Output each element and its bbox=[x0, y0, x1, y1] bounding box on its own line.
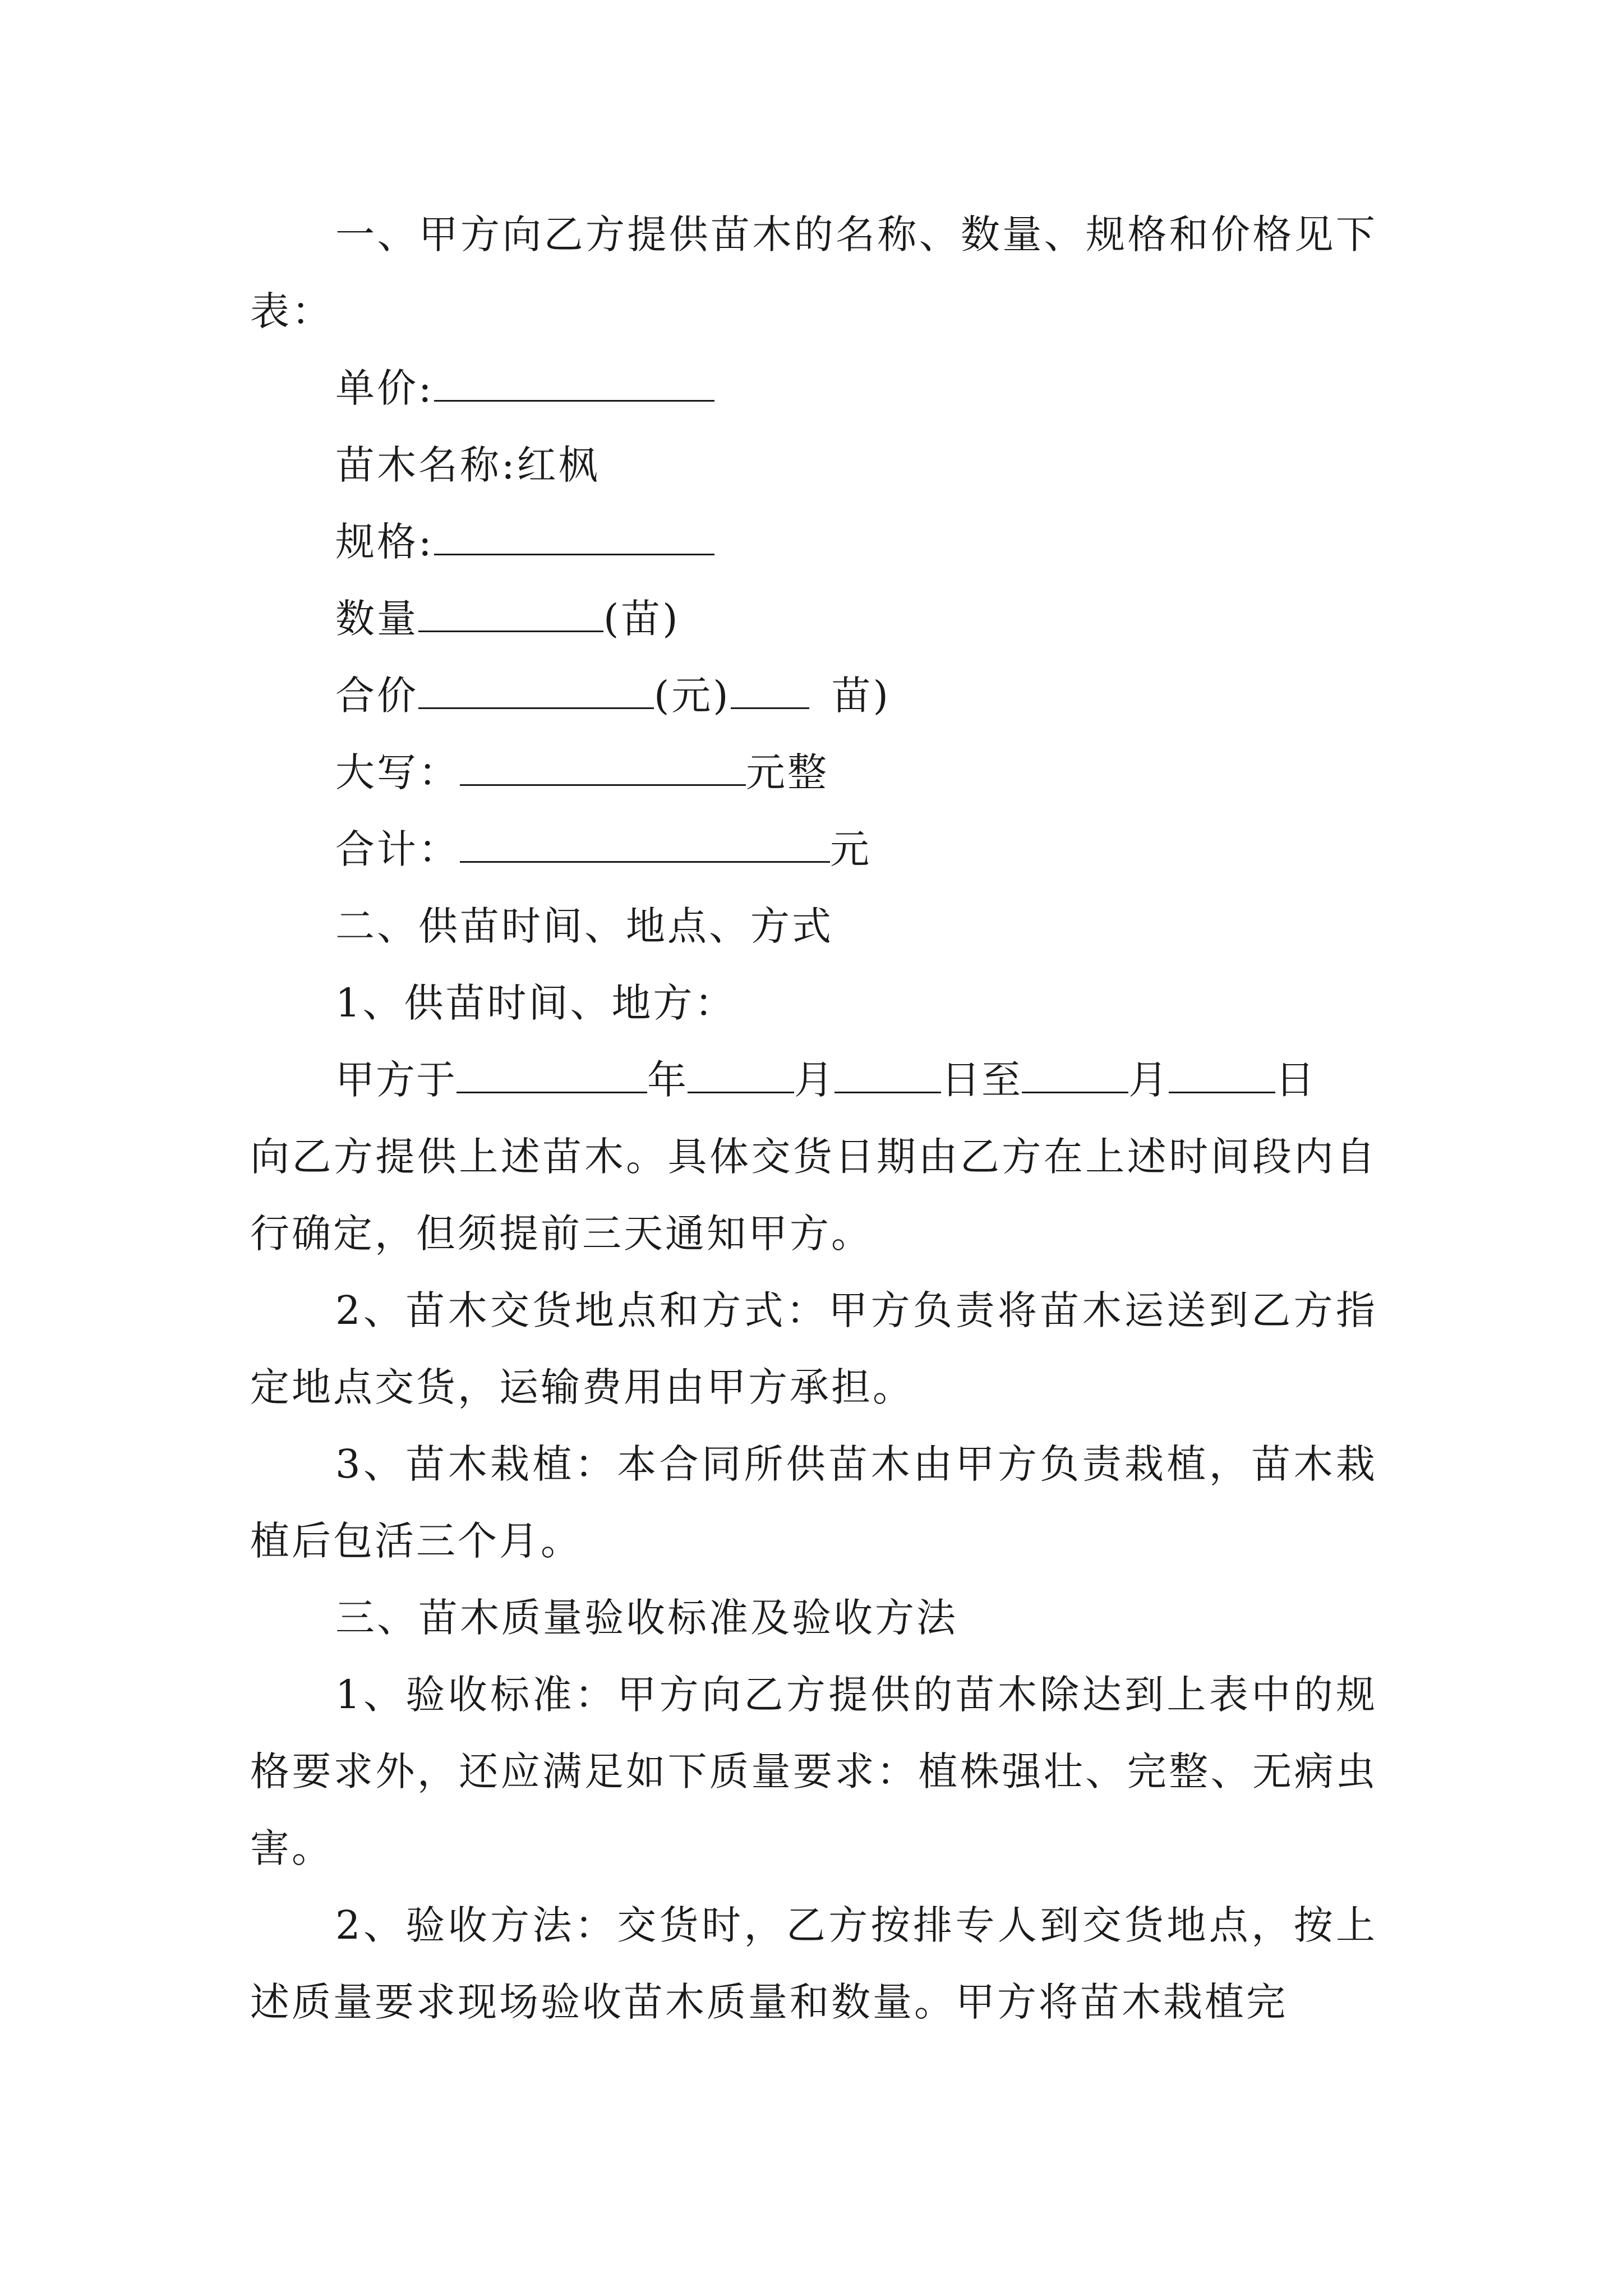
day2-blank bbox=[1169, 1058, 1275, 1093]
day1-blank bbox=[834, 1058, 941, 1093]
day-end-label: 日 bbox=[1275, 1057, 1316, 1103]
month1-blank bbox=[688, 1058, 794, 1093]
capital-unit: 元整 bbox=[746, 749, 829, 795]
section2-item1-title: 1、供苗时间、地方： bbox=[335, 980, 736, 1026]
month2-blank bbox=[1022, 1058, 1128, 1093]
capital-blank bbox=[460, 751, 746, 786]
section1-heading: 一、甲方向乙方提供苗木的名称、数量、规格和价格见下表： bbox=[250, 211, 1377, 334]
quantity-unit: (苗) bbox=[603, 596, 680, 642]
section3-item2: 2、验收方法：交货时，乙方按排专人到交货地点，按上述质量要求现场验收苗木质量和数量。甲方将苗木栽植完 bbox=[250, 1902, 1377, 2025]
capital-line bbox=[250, 734, 1377, 811]
seedling-name-value: 红枫 bbox=[517, 442, 600, 488]
spec-line bbox=[250, 504, 1377, 581]
spec-blank bbox=[434, 520, 714, 555]
quantity-line bbox=[250, 581, 1377, 657]
section2-heading: 二、供苗时间、地点、方式 bbox=[335, 903, 833, 949]
seedling-name-line bbox=[250, 427, 1377, 504]
total-price-tail-blank bbox=[731, 674, 809, 709]
total-price-label: 合价 bbox=[335, 673, 418, 719]
seedling-name-label: 苗木名称: bbox=[335, 442, 517, 488]
month2-label: 月 bbox=[1128, 1057, 1169, 1103]
sum-label: 合计： bbox=[335, 826, 460, 872]
year-label: 年 bbox=[647, 1057, 688, 1103]
quantity-label: 数量 bbox=[335, 596, 418, 642]
sum-line bbox=[250, 811, 1377, 888]
unit-price-label: 单价: bbox=[335, 365, 434, 411]
total-price-blank bbox=[418, 674, 654, 709]
quantity-blank bbox=[418, 597, 603, 632]
date-prefix: 甲方于 bbox=[335, 1057, 457, 1103]
unit-price-blank bbox=[434, 366, 714, 402]
month1-label: 月 bbox=[794, 1057, 834, 1103]
contract-body bbox=[250, 196, 1377, 2041]
capital-label: 大写： bbox=[335, 749, 460, 795]
unit-price-line bbox=[250, 350, 1377, 427]
sum-unit: 元 bbox=[830, 826, 872, 872]
section3-heading: 三、苗木质量验收标准及验收方法 bbox=[335, 1595, 958, 1641]
sum-blank bbox=[460, 827, 830, 863]
supply-date-line bbox=[250, 1042, 1377, 1119]
section2-item1-body: 向乙方提供上述苗木。具体交货日期由乙方在上述时间段内自行确定，但须提前三天通知甲方。 bbox=[250, 1134, 1377, 1257]
day-to-label: 日至 bbox=[941, 1057, 1022, 1103]
spec-label: 规格: bbox=[335, 519, 434, 565]
total-price-tail: 苗) bbox=[831, 673, 891, 719]
section2-item3: 3、苗木栽植：本合同所供苗木由甲方负责栽植，苗木栽植后包活三个月。 bbox=[250, 1441, 1377, 1564]
total-price-unit: (元) bbox=[654, 673, 731, 719]
year-blank bbox=[457, 1058, 647, 1093]
section3-item1: 1、验收标准：甲方向乙方提供的苗木除达到上表中的规格要求外，还应满足如下质量要求：植株强壮、完整、无病虫害。 bbox=[250, 1672, 1377, 1871]
section2-item2: 2、苗木交货地点和方式：甲方负责将苗木运送到乙方指定地点交货，运输费用由甲方承担。 bbox=[250, 1287, 1377, 1410]
total-price-line bbox=[250, 657, 1377, 734]
